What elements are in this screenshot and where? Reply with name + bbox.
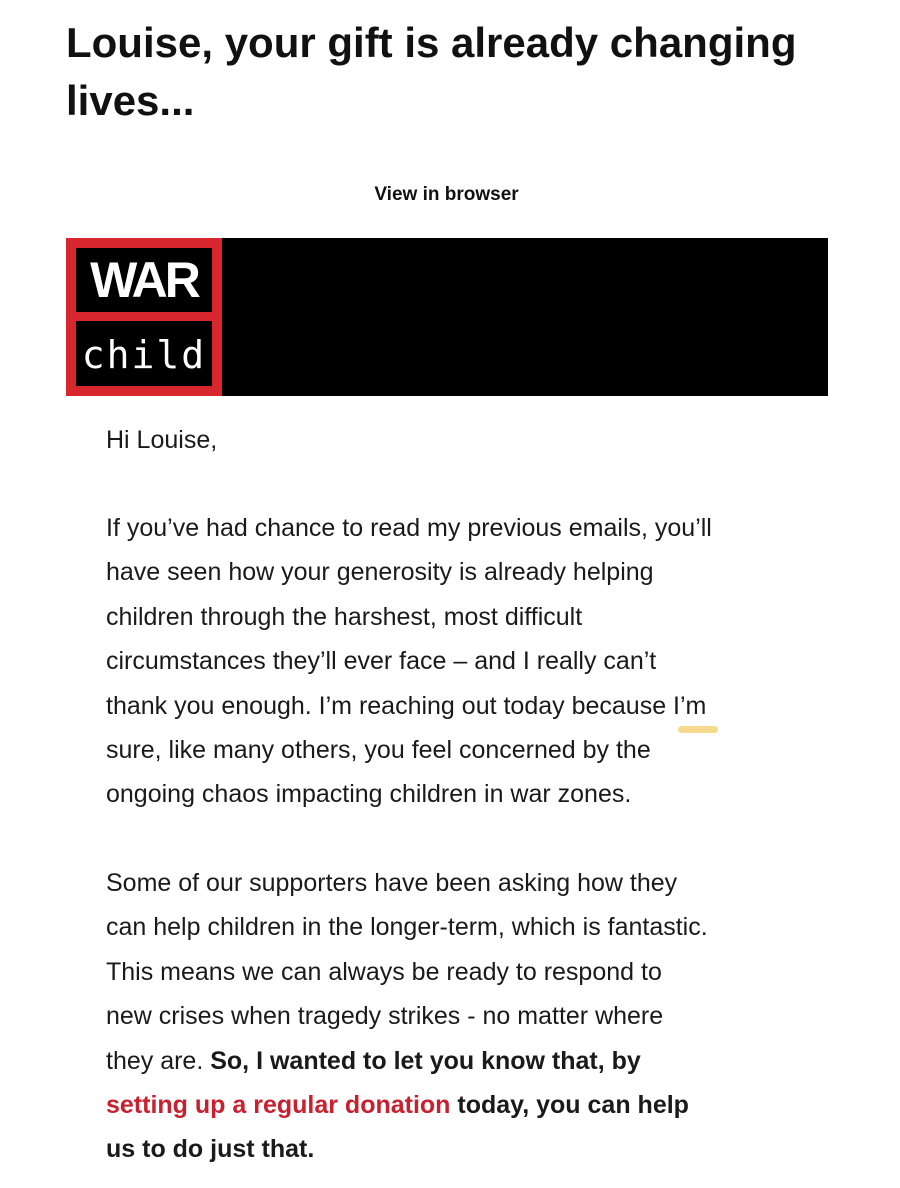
greeting: Hi Louise,: [106, 426, 218, 454]
war-child-logo[interactable]: [66, 238, 222, 396]
bold-text: today, you can help: [450, 1091, 689, 1120]
paragraph-2-line: This means we can always be ready to respond to: [106, 957, 662, 986]
paragraph-2-line: can help children in the longer-term, which is fantastic.: [106, 913, 708, 942]
paragraph-2-line: they are.: [106, 1046, 211, 1075]
paragraph-1-line: ongoing chaos impacting children in war zones.: [106, 780, 632, 809]
logo-divider: [76, 312, 212, 321]
paragraph-1-line: If you’ve had chance to read my previous emails, you’ll: [106, 514, 712, 542]
paragraph-2-line: new crises when tragedy strikes - no matter where: [106, 1002, 664, 1031]
paragraph-2: [106, 861, 806, 1172]
bold-text: us to do just that.: [106, 1135, 315, 1164]
paragraph-1-line: children through the harshest, most difficult: [106, 602, 583, 631]
paragraph-1-line: thank you enough. I’m reaching out today because I’m: [106, 691, 707, 720]
logo-war-text: WAR: [90, 252, 198, 308]
logo-child-text: child: [81, 333, 207, 377]
header-banner: [66, 238, 828, 396]
email-subject: Louise, your gift is already changing lives...: [66, 19, 797, 124]
bold-text: So, I wanted to let you know that, by: [210, 1046, 641, 1075]
paragraph-1: [106, 506, 806, 817]
paragraph-2-line: Some of our supporters have been asking how they: [106, 869, 678, 897]
view-in-browser-link[interactable]: View in browser: [374, 184, 519, 205]
regular-donation-link[interactable]: setting up a regular donation: [106, 1091, 451, 1120]
paragraph-1-line: circumstances they’ll ever face – and I really can’t: [106, 647, 657, 676]
paragraph-1-line: sure, like many others, you feel concerned by the: [106, 736, 651, 765]
text-highlight-mark: [678, 726, 718, 733]
paragraph-1-line: have seen how your generosity is already helping: [106, 558, 654, 587]
